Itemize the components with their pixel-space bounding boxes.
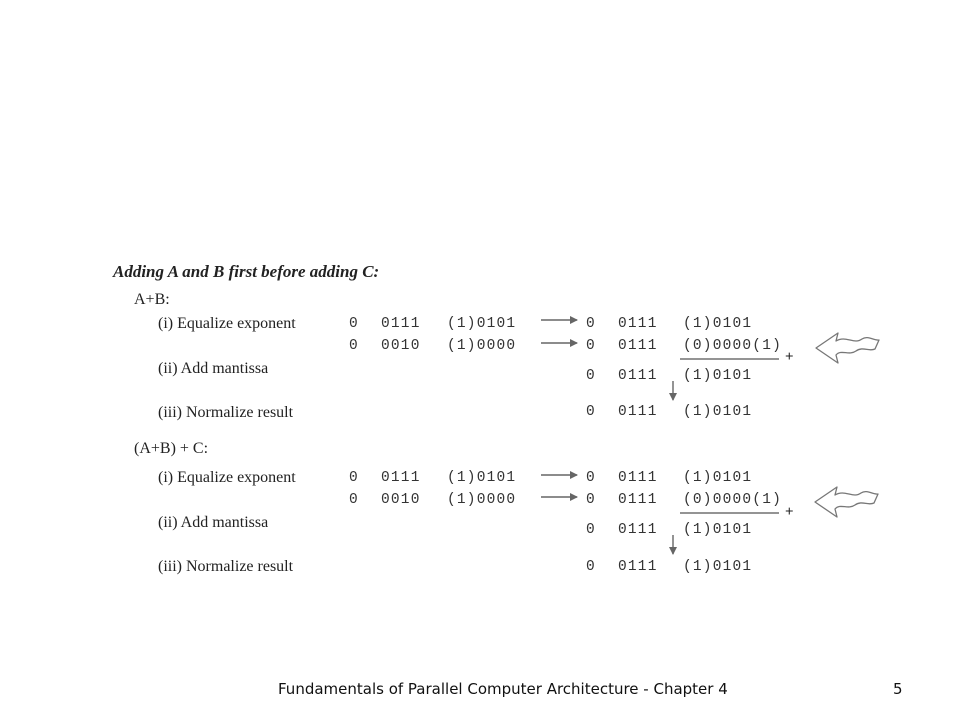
b-aligned-sign: 0 <box>586 492 596 508</box>
normalized-sign: 0 <box>586 404 596 420</box>
b-aligned-exponent: 0111 <box>618 492 658 508</box>
slide-heading: Adding A and B first before adding C: <box>113 262 380 281</box>
b-mantissa: (1)0000 <box>447 492 517 508</box>
sum-sign: 0 <box>586 522 596 538</box>
b-exponent: 0010 <box>381 338 421 354</box>
b-aligned-mantissa: (0)0000(1) <box>683 338 783 354</box>
step-add-mantissa: (ii) Add mantissa <box>158 360 269 377</box>
a-mantissa: (1)0101 <box>447 316 517 332</box>
b-sign: 0 <box>349 492 359 508</box>
step-normalize-result: (iii) Normalize result <box>158 558 294 575</box>
b-mantissa: (1)0000 <box>447 338 517 354</box>
section-title-a-plus-b: A+B: <box>134 291 170 308</box>
sum-mantissa: (1)0101 <box>683 522 753 538</box>
step-equalize-exponent: (i) Equalize exponent <box>158 469 296 486</box>
a-sign: 0 <box>349 316 359 332</box>
a-exponent: 0111 <box>381 470 421 486</box>
wavy-left-arrow-icon <box>815 487 878 517</box>
a-mantissa: (1)0101 <box>447 470 517 486</box>
a-aligned-exponent: 0111 <box>618 316 658 332</box>
a-aligned-sign: 0 <box>586 316 596 332</box>
b-aligned-exponent: 0111 <box>618 338 658 354</box>
sum-exponent: 0111 <box>618 522 658 538</box>
a-aligned-exponent: 0111 <box>618 470 658 486</box>
normalized-mantissa: (1)0101 <box>683 404 753 420</box>
normalized-exponent: 0111 <box>618 404 658 420</box>
a-aligned-mantissa: (1)0101 <box>683 316 753 332</box>
page-number: 5 <box>893 680 903 698</box>
a-exponent: 0111 <box>381 316 421 332</box>
sum-mantissa: (1)0101 <box>683 368 753 384</box>
b-exponent: 0010 <box>381 492 421 508</box>
a-aligned-sign: 0 <box>586 470 596 486</box>
step-normalize-result: (iii) Normalize result <box>158 404 294 421</box>
a-sign: 0 <box>349 470 359 486</box>
footer-title: Fundamentals of Parallel Computer Architecture - Chapter 4 <box>278 680 728 698</box>
sum-sign: 0 <box>586 368 596 384</box>
a-aligned-mantissa: (1)0101 <box>683 470 753 486</box>
normalized-sign: 0 <box>586 559 596 575</box>
section-title-ab-plus-c: (A+B) + C: <box>134 440 209 457</box>
normalized-mantissa: (1)0101 <box>683 559 753 575</box>
b-aligned-sign: 0 <box>586 338 596 354</box>
sum-exponent: 0111 <box>618 368 658 384</box>
plus-sign: + <box>785 504 794 520</box>
step-add-mantissa: (ii) Add mantissa <box>158 514 269 531</box>
plus-sign: + <box>785 349 794 365</box>
b-aligned-mantissa: (0)0000(1) <box>683 492 783 508</box>
step-equalize-exponent: (i) Equalize exponent <box>158 315 296 332</box>
wavy-left-arrow-icon <box>816 333 879 363</box>
b-sign: 0 <box>349 338 359 354</box>
normalized-exponent: 0111 <box>618 559 658 575</box>
